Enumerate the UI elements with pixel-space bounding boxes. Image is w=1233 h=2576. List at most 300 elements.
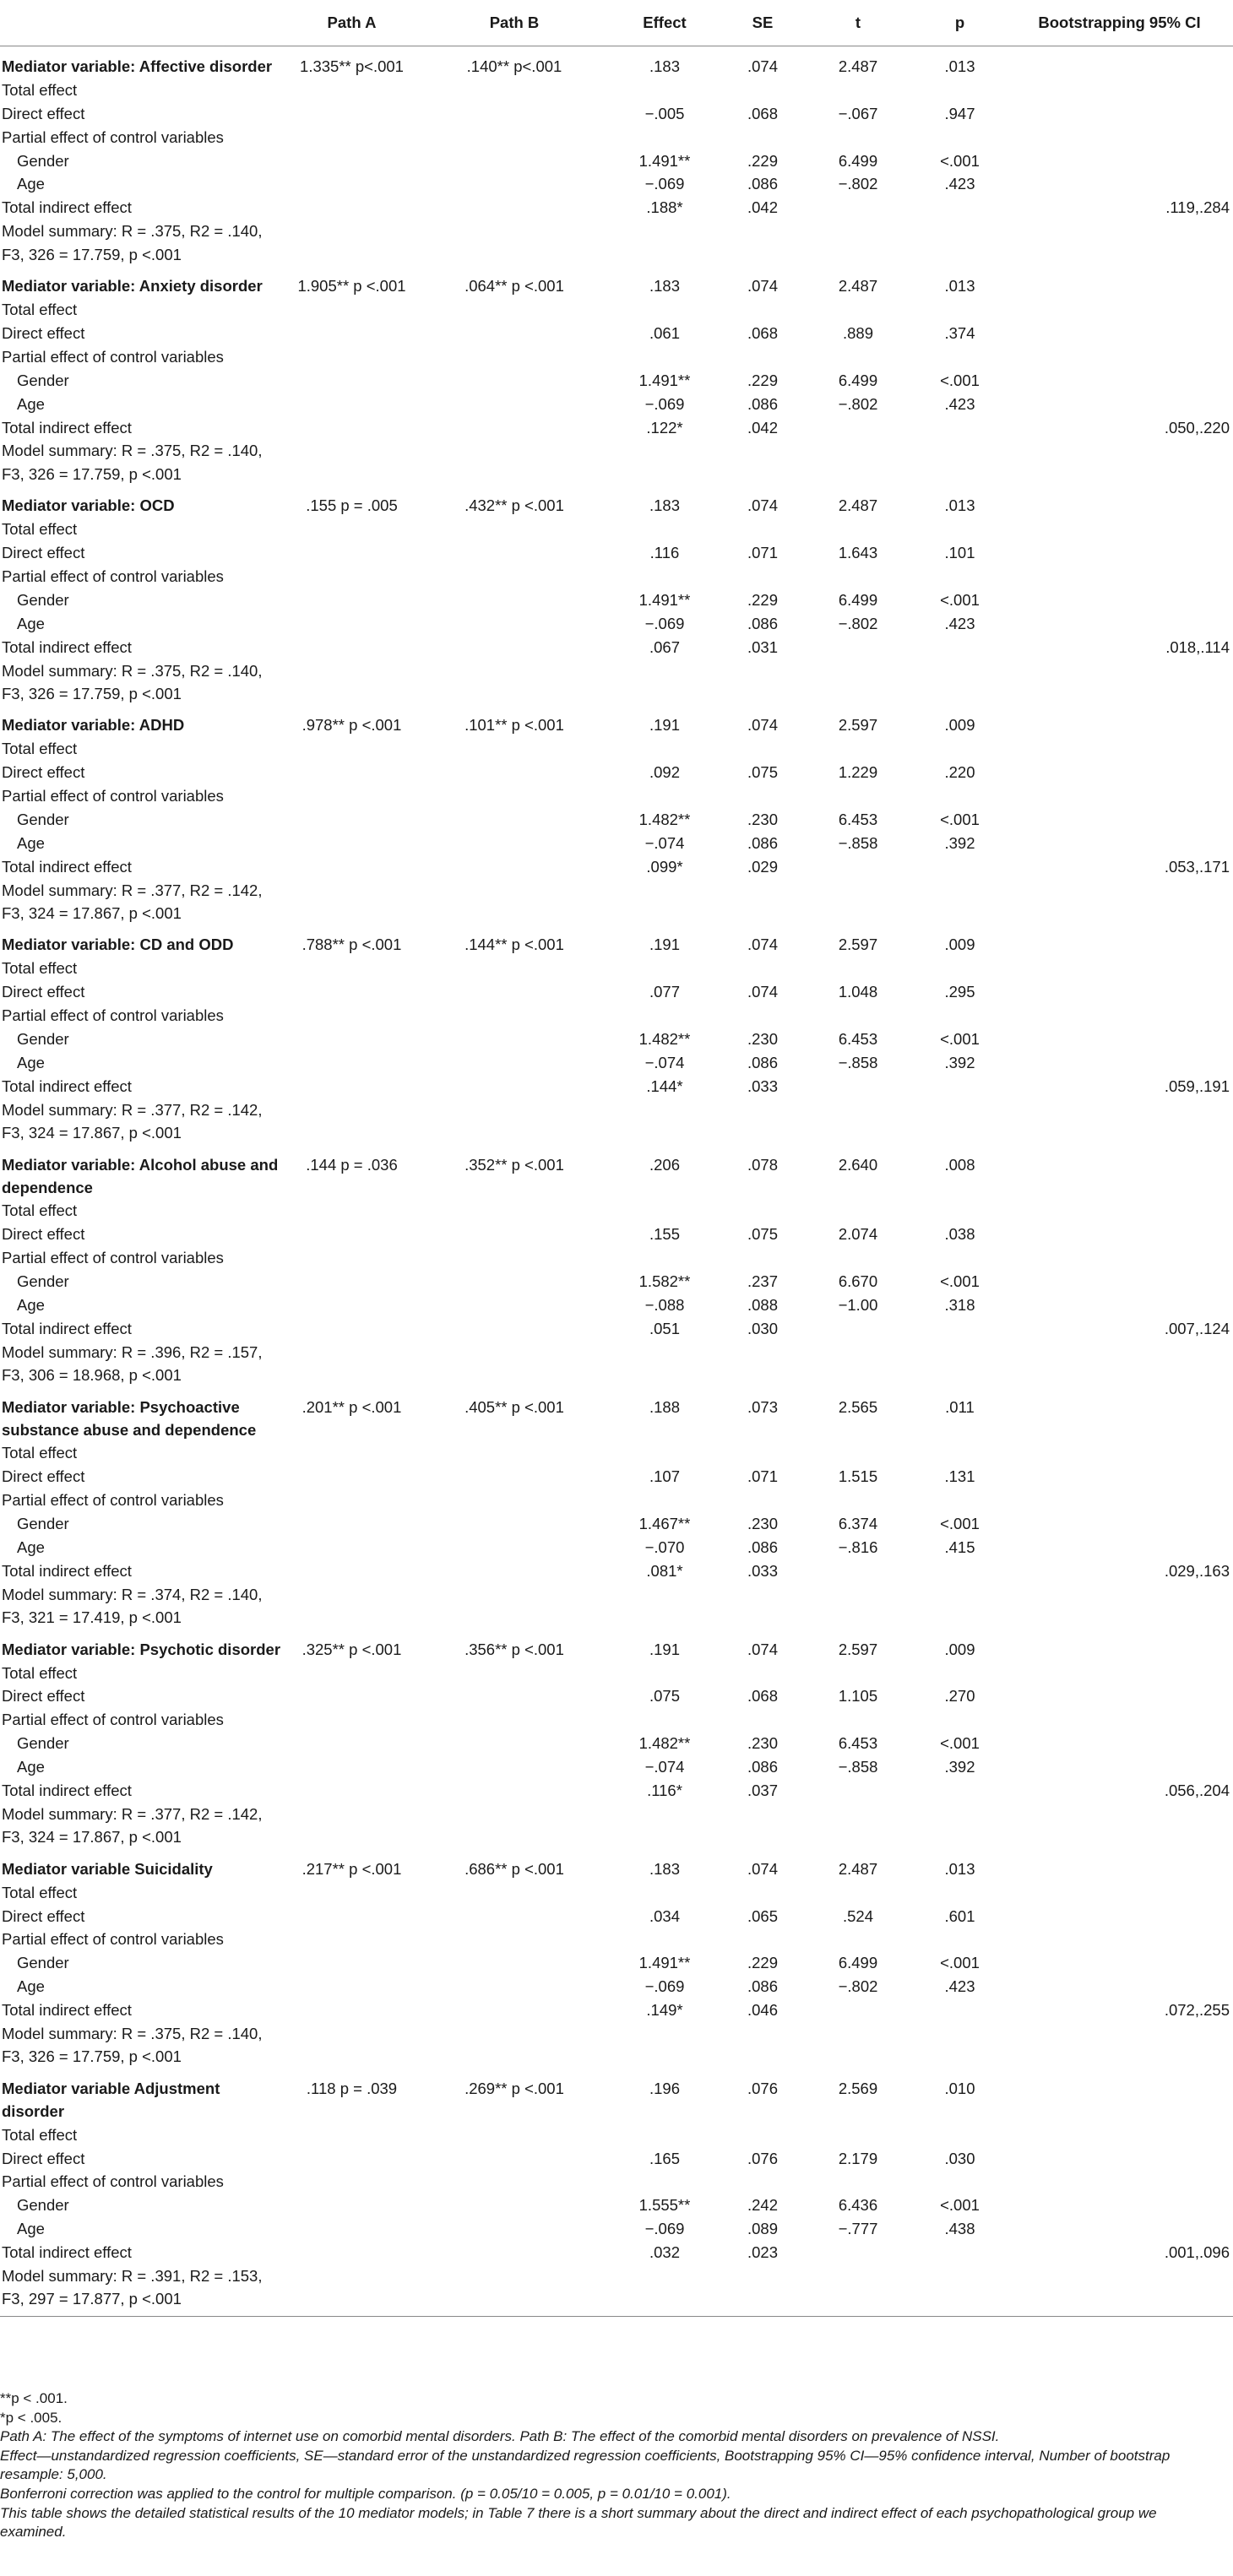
effect-cell: .122* — [646, 418, 683, 437]
age-row — [0, 1755, 1233, 1779]
row-label: Gender — [17, 810, 69, 828]
empty-cell — [606, 737, 723, 761]
p-cell: .392 — [944, 1053, 975, 1071]
effect-cell: .144* — [646, 1076, 683, 1095]
empty-cell — [1006, 879, 1233, 925]
effect-cell: 1.467** — [638, 1515, 691, 1533]
empty-cell — [1006, 957, 1233, 980]
empty-cell — [802, 1708, 914, 1732]
empty-cell — [281, 298, 422, 322]
effect-cell: −.070 — [644, 1537, 685, 1556]
p-cell: .013 — [944, 57, 975, 75]
age-row — [0, 832, 1233, 855]
row-label: Total effect — [2, 520, 78, 539]
effect-cell: .191 — [649, 1640, 680, 1658]
mediator-header-row — [0, 2069, 1233, 2123]
empty-cell — [281, 1732, 422, 1755]
empty-cell — [606, 79, 723, 102]
empty-cell — [281, 196, 422, 220]
path-b-value: .405** p <.001 — [464, 1397, 564, 1416]
empty-cell — [281, 1708, 422, 1732]
se-cell: .086 — [747, 1758, 778, 1776]
effect-cell: −.069 — [644, 2220, 685, 2238]
partial-effect-row — [0, 1004, 1233, 1028]
empty-cell — [723, 737, 802, 761]
empty-cell — [281, 416, 422, 440]
p-cell: <.001 — [940, 1734, 980, 1753]
row-label: Total indirect effect — [2, 1782, 132, 1799]
effect-cell: .032 — [649, 2243, 680, 2262]
p-cell: .009 — [944, 1640, 975, 1658]
direct-effect-row — [0, 322, 1233, 345]
row-label: Total effect — [2, 959, 78, 978]
mediator-title: Mediator variable Suicidality — [2, 1859, 213, 1878]
empty-cell — [914, 220, 1006, 266]
empty-cell — [802, 439, 914, 485]
empty-cell — [802, 518, 914, 541]
empty-cell — [422, 1075, 606, 1098]
empty-cell — [422, 1905, 606, 1928]
effect-cell: .092 — [649, 763, 680, 782]
row-label: Partial effect of control variables — [2, 1249, 224, 1267]
t-cell: 6.499 — [838, 590, 878, 609]
effect-cell: .183 — [649, 496, 680, 515]
empty-cell — [422, 636, 606, 659]
total-indirect-effect-row — [0, 855, 1233, 879]
ci-cell — [1006, 832, 1233, 855]
empty-cell — [281, 1293, 422, 1317]
effect-cell: 1.482** — [638, 810, 691, 828]
empty-cell — [723, 220, 802, 266]
mediator-title: Mediator variable: Psychotic disorder — [2, 1640, 281, 1658]
empty-cell — [802, 126, 914, 149]
empty-cell — [422, 1051, 606, 1075]
model-summary-row — [0, 1583, 1233, 1630]
empty-cell — [914, 79, 1006, 102]
empty-cell — [281, 659, 422, 706]
empty-cell — [914, 126, 1006, 149]
empty-cell — [281, 1223, 422, 1246]
empty-cell — [723, 1928, 802, 1951]
total-indirect-effect-row — [0, 196, 1233, 220]
empty-cell — [422, 2264, 606, 2316]
empty-cell — [802, 1004, 914, 1028]
empty-cell — [422, 879, 606, 925]
empty-cell — [802, 1441, 914, 1465]
se-cell: .074 — [747, 1859, 778, 1878]
ci-cell — [1006, 1223, 1233, 1246]
empty-cell — [914, 1928, 1006, 1951]
empty-cell — [606, 1098, 723, 1145]
model-summary-row — [0, 2264, 1233, 2316]
p-cell: .270 — [944, 1687, 975, 1706]
empty-cell — [606, 439, 723, 485]
row-label: Age — [17, 1295, 45, 1314]
empty-cell — [606, 565, 723, 588]
empty-cell — [802, 1779, 914, 1803]
empty-cell — [1006, 1246, 1233, 1270]
empty-cell — [422, 957, 606, 980]
p-cell: .423 — [944, 394, 975, 413]
model-summary: Model summary: R = .377, R2 = .142, F3, 324 = 17.867, p <.001 — [2, 881, 263, 923]
empty-cell — [914, 196, 1006, 220]
ci-cell: .029,.163 — [1164, 1561, 1230, 1580]
gender-row — [0, 808, 1233, 832]
path-a-value: .325** p <.001 — [301, 1640, 402, 1658]
row-label: Gender — [17, 1030, 69, 1049]
gender-row — [0, 1028, 1233, 1051]
total-effect-row — [0, 298, 1233, 322]
footnote: examined. — [0, 2524, 67, 2541]
empty-cell — [723, 784, 802, 808]
effect-cell: −.074 — [644, 1053, 685, 1071]
empty-cell — [422, 393, 606, 416]
empty-cell — [606, 220, 723, 266]
empty-cell — [281, 149, 422, 173]
empty-cell — [281, 636, 422, 659]
se-cell: .030 — [747, 1319, 778, 1337]
t-cell: .889 — [842, 323, 873, 342]
empty-cell — [422, 1998, 606, 2022]
empty-cell — [802, 957, 914, 980]
t-cell: 6.453 — [838, 1030, 878, 1049]
p-cell: <.001 — [940, 810, 980, 828]
empty-cell — [1006, 1803, 1233, 1849]
t-cell: 2.487 — [838, 277, 878, 296]
empty-cell — [606, 1004, 723, 1028]
row-label: Gender — [17, 151, 69, 170]
empty-cell — [422, 2147, 606, 2171]
direct-effect-row — [0, 980, 1233, 1004]
empty-cell — [802, 196, 914, 220]
direct-effect-row — [0, 1684, 1233, 1708]
se-cell: .074 — [747, 57, 778, 75]
partial-effect-row — [0, 1708, 1233, 1732]
model-summary-row — [0, 1341, 1233, 1387]
effect-cell: .116* — [647, 1782, 682, 1799]
empty-cell — [914, 784, 1006, 808]
empty-cell — [606, 784, 723, 808]
empty-cell — [1006, 220, 1233, 266]
empty-cell — [281, 439, 422, 485]
empty-cell — [802, 1559, 914, 1583]
mediator-title: Mediator variable: ADHD — [2, 716, 185, 735]
ci-cell — [1006, 1145, 1233, 1200]
p-cell: .038 — [944, 1225, 975, 1244]
empty-cell — [723, 1583, 802, 1630]
empty-cell — [422, 149, 606, 173]
ci-cell — [1006, 1028, 1233, 1051]
effect-cell: .034 — [649, 1906, 680, 1925]
empty-cell — [281, 2264, 422, 2316]
age-row — [0, 612, 1233, 636]
p-cell: .010 — [944, 2079, 975, 2097]
empty-cell — [914, 518, 1006, 541]
mediator-title: Mediator variable: Alcohol abuse and dependence — [2, 1155, 279, 1196]
empty-cell — [914, 1075, 1006, 1098]
mediator-title: Mediator variable: Anxiety disorder — [2, 277, 263, 296]
total-indirect-effect-row — [0, 1559, 1233, 1583]
empty-cell — [422, 102, 606, 126]
empty-cell — [802, 1341, 914, 1387]
empty-cell — [281, 322, 422, 345]
empty-cell — [606, 957, 723, 980]
model-summary-row — [0, 439, 1233, 485]
empty-cell — [422, 1803, 606, 1849]
empty-cell — [1006, 2170, 1233, 2194]
gender-row — [0, 149, 1233, 173]
t-cell: 2.074 — [838, 1225, 878, 1244]
ci-cell: .119,.284 — [1165, 198, 1230, 217]
p-cell: <.001 — [940, 151, 980, 170]
row-label: Age — [17, 1053, 45, 1071]
empty-cell — [914, 1199, 1006, 1223]
header-p: p — [914, 0, 1006, 46]
ci-cell: .053,.171 — [1164, 857, 1230, 876]
empty-cell — [281, 369, 422, 393]
ci-cell — [1006, 925, 1233, 957]
ci-cell — [1006, 1732, 1233, 1755]
mediator-header-row — [0, 1630, 1233, 1662]
empty-cell — [606, 298, 723, 322]
empty-cell — [281, 957, 422, 980]
se-cell: .086 — [747, 394, 778, 413]
ci-cell — [1006, 1293, 1233, 1317]
ci-cell: .001,.096 — [1164, 2243, 1230, 2262]
empty-cell — [422, 1004, 606, 1028]
effect-cell: −.069 — [644, 1977, 685, 1996]
empty-cell — [281, 565, 422, 588]
t-cell: 6.499 — [838, 371, 878, 389]
t-cell: 2.597 — [838, 935, 878, 954]
empty-cell — [281, 761, 422, 784]
empty-cell — [281, 518, 422, 541]
ci-cell — [1006, 808, 1233, 832]
direct-effect-row — [0, 1223, 1233, 1246]
effect-cell: .061 — [649, 323, 680, 342]
se-cell: .086 — [747, 1977, 778, 1996]
empty-cell — [281, 1051, 422, 1075]
mediator-header-row — [0, 485, 1233, 518]
empty-cell — [422, 2194, 606, 2217]
path-b-value: .269** p <.001 — [464, 2079, 564, 2097]
effect-cell: −.005 — [644, 104, 685, 122]
empty-cell — [914, 2241, 1006, 2264]
effect-cell: .188 — [649, 1397, 680, 1416]
empty-cell — [281, 1489, 422, 1512]
empty-cell — [281, 1441, 422, 1465]
model-summary: Model summary: R = .375, R2 = .140, F3, 326 = 17.759, p <.001 — [2, 442, 263, 483]
row-label: Total effect — [2, 1444, 78, 1462]
se-cell: .033 — [747, 1561, 778, 1580]
age-row — [0, 172, 1233, 196]
age-row — [0, 1293, 1233, 1317]
row-label: Age — [17, 614, 45, 632]
empty-cell — [606, 345, 723, 369]
empty-cell — [723, 2022, 802, 2069]
empty-cell — [422, 761, 606, 784]
ci-cell — [1006, 46, 1233, 79]
se-cell: .033 — [747, 1076, 778, 1095]
model-summary: Model summary: R = .396, R2 = .157, F3, 306 = 18.968, p <.001 — [2, 1342, 263, 1385]
empty-cell — [281, 2123, 422, 2147]
empty-cell — [422, 345, 606, 369]
empty-cell — [802, 2123, 914, 2147]
empty-cell — [802, 2022, 914, 2069]
empty-cell — [281, 784, 422, 808]
se-cell: .230 — [747, 1515, 778, 1533]
empty-cell — [914, 2264, 1006, 2316]
row-label: Total indirect effect — [2, 418, 132, 437]
t-cell: 1.643 — [838, 544, 878, 561]
empty-cell — [281, 2194, 422, 2217]
row-label: Gender — [17, 371, 69, 389]
p-cell: .009 — [944, 716, 975, 735]
t-cell: 2.597 — [838, 1640, 878, 1658]
se-cell: .074 — [747, 716, 778, 735]
row-label: Partial effect of control variables — [2, 347, 224, 366]
se-cell: .071 — [747, 1467, 778, 1486]
empty-cell — [281, 102, 422, 126]
empty-cell — [422, 1489, 606, 1512]
ci-cell — [1006, 1951, 1233, 1975]
se-cell: .075 — [747, 763, 778, 782]
empty-cell — [723, 957, 802, 980]
partial-effect-row — [0, 1246, 1233, 1270]
model-summary: Model summary: R = .391, R2 = .153, F3, 297 = 17.877, p <.001 — [0, 2264, 281, 2316]
empty-cell — [1006, 518, 1233, 541]
empty-cell — [422, 1684, 606, 1708]
partial-effect-row — [0, 1928, 1233, 1951]
age-row — [0, 1536, 1233, 1559]
empty-cell — [422, 565, 606, 588]
empty-cell — [723, 298, 802, 322]
p-cell: .392 — [944, 1758, 975, 1776]
p-cell: .008 — [944, 1155, 975, 1174]
empty-cell — [606, 2123, 723, 2147]
age-row — [0, 1975, 1233, 1998]
total-effect-row — [0, 1441, 1233, 1465]
empty-cell — [606, 1708, 723, 1732]
empty-cell — [422, 322, 606, 345]
empty-cell — [802, 1098, 914, 1145]
empty-cell — [281, 1246, 422, 1270]
empty-cell — [281, 1098, 422, 1145]
empty-cell — [422, 196, 606, 220]
empty-cell — [914, 1246, 1006, 1270]
empty-cell — [723, 1803, 802, 1849]
model-summary: Model summary: R = .377, R2 = .142, F3, 324 = 17.867, p <.001 — [2, 1100, 263, 1142]
empty-cell — [802, 855, 914, 879]
ci-cell — [1006, 1975, 1233, 1998]
p-cell: .011 — [945, 1397, 975, 1416]
row-label: Partial effect of control variables — [2, 787, 224, 805]
ci-cell — [1006, 1512, 1233, 1536]
empty-cell — [281, 1199, 422, 1223]
row-label: Total effect — [2, 1201, 78, 1220]
age-row — [0, 393, 1233, 416]
empty-cell — [1006, 1489, 1233, 1512]
t-cell: 1.229 — [838, 763, 878, 782]
empty-cell — [914, 565, 1006, 588]
t-cell: −.858 — [838, 833, 878, 852]
empty-cell — [422, 1317, 606, 1341]
ci-cell — [1006, 761, 1233, 784]
mediator-header-row — [0, 925, 1233, 957]
t-cell: 2.565 — [838, 1397, 878, 1416]
empty-cell — [802, 1928, 914, 1951]
empty-cell — [422, 1341, 606, 1387]
p-cell: .131 — [944, 1467, 975, 1486]
empty-cell — [422, 1536, 606, 1559]
ci-cell: .050,.220 — [1164, 418, 1230, 437]
empty-cell — [723, 659, 802, 706]
se-cell: .074 — [747, 496, 778, 515]
se-cell: .229 — [747, 590, 778, 609]
path-a-value: .978** p <.001 — [301, 716, 402, 735]
row-label: Direct effect — [2, 1906, 85, 1925]
empty-cell — [422, 737, 606, 761]
empty-cell — [1006, 298, 1233, 322]
empty-cell — [914, 659, 1006, 706]
mediator-title: Mediator variable Adjustment disorder — [2, 2079, 220, 2121]
row-label: Age — [17, 1977, 45, 1996]
t-cell: 2.640 — [838, 1155, 878, 1174]
path-a-value: .144 p = .036 — [306, 1155, 398, 1174]
empty-cell — [422, 1512, 606, 1536]
header-row — [0, 0, 1233, 46]
empty-cell — [422, 172, 606, 196]
row-label: Partial effect of control variables — [2, 1930, 224, 1949]
empty-cell — [802, 636, 914, 659]
empty-cell — [802, 1246, 914, 1270]
empty-cell — [422, 2217, 606, 2241]
p-cell: .013 — [944, 1859, 975, 1878]
t-cell: 1.048 — [838, 983, 878, 1001]
empty-cell — [802, 79, 914, 102]
empty-cell — [422, 2241, 606, 2264]
empty-cell — [723, 1341, 802, 1387]
se-cell: .229 — [747, 371, 778, 389]
empty-cell — [281, 1905, 422, 1928]
empty-cell — [422, 588, 606, 612]
empty-cell — [802, 2170, 914, 2194]
empty-cell — [723, 1662, 802, 1685]
se-cell: .230 — [747, 1734, 778, 1753]
empty-cell — [723, 1098, 802, 1145]
se-cell: .086 — [747, 1537, 778, 1556]
row-label: Age — [17, 2220, 45, 2238]
row-label: Age — [17, 833, 45, 852]
empty-cell — [281, 1779, 422, 1803]
ci-cell — [1006, 612, 1233, 636]
p-cell: .392 — [944, 833, 975, 852]
model-summary: Model summary: R = .375, R2 = .140, F3, 326 = 17.759, p <.001 — [2, 222, 263, 263]
row-label: Partial effect of control variables — [2, 567, 224, 585]
empty-cell — [606, 1341, 723, 1387]
partial-effect-row — [0, 126, 1233, 149]
empty-cell — [606, 659, 723, 706]
total-indirect-effect-row — [0, 636, 1233, 659]
empty-cell — [914, 1708, 1006, 1732]
p-cell: .220 — [944, 763, 975, 782]
se-cell: .078 — [747, 1155, 778, 1174]
effect-cell: −.074 — [644, 833, 685, 852]
empty-cell — [914, 416, 1006, 440]
row-label: Direct effect — [2, 1687, 85, 1706]
t-cell: 1.105 — [838, 1687, 878, 1706]
row-label: Total effect — [2, 740, 78, 758]
